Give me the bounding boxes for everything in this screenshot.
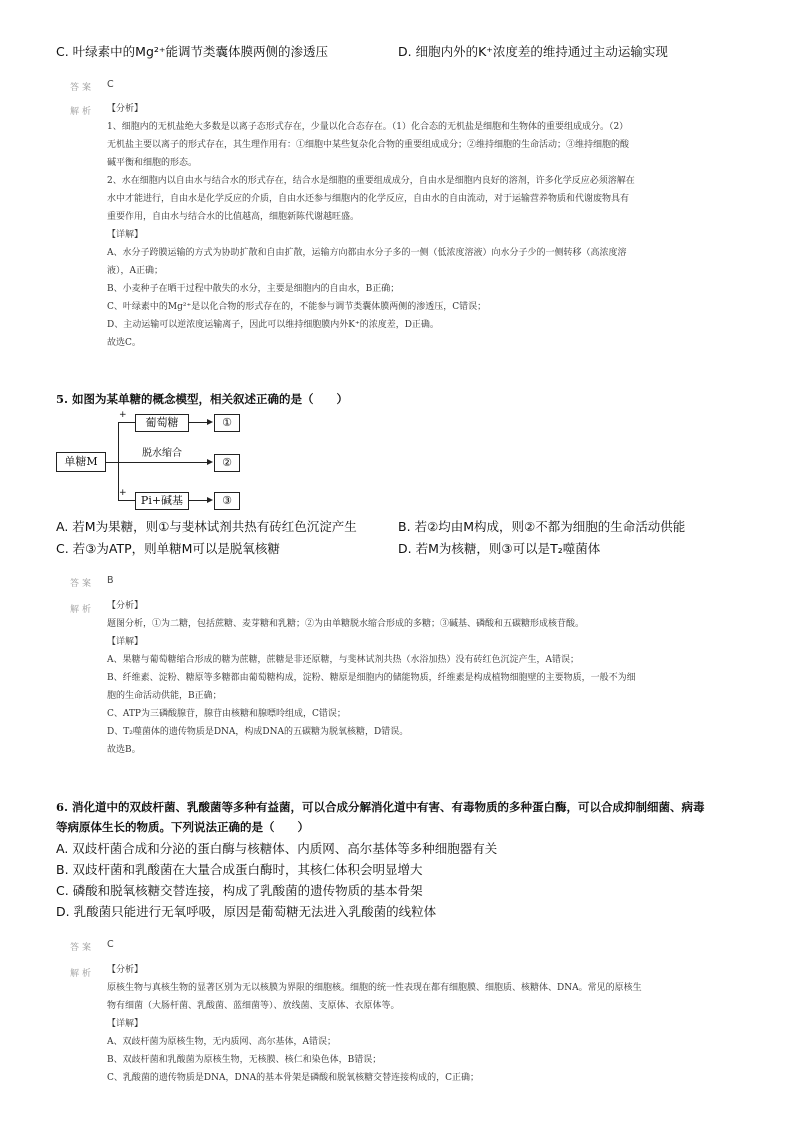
- q4-exp-line: D、主动运输可以逆浓度运输离子，因此可以维持细胞膜内外K⁺的浓度差，D正确。: [107, 320, 439, 330]
- diagram-bottom-arrow: [207, 497, 213, 503]
- q4-analysis-tag: 解析: [70, 107, 95, 117]
- diagram-plus-top: +: [119, 410, 127, 420]
- q4-exp-line: 2、水在细胞内以自由水与结合水的形式存在，结合水是细胞的重要组成成分，自由水是细胞内良好的溶剂，许多化学反应必须溶解在: [107, 176, 635, 186]
- diagram-mid-label: 脱水缩合: [142, 448, 182, 459]
- q5-exp-line: 【详解】: [107, 637, 144, 647]
- diagram-source-box: 单糖M: [56, 452, 106, 472]
- q4-answer: C: [107, 79, 114, 90]
- diagram-result-3: ③: [214, 492, 240, 510]
- q5-option-d[interactable]: D. 若M为核糖，则③可以是T₂噬菌体: [398, 541, 601, 556]
- q6-exp-line: 【分析】: [107, 965, 144, 975]
- q5-exp-line: 胞的生命活动供能，B正确；: [107, 691, 222, 701]
- diagram-result-1: ①: [214, 414, 240, 432]
- diagram-bottom-arrow-line: [189, 500, 207, 501]
- diagram-result-2: ②: [214, 454, 240, 472]
- q4-explanation: [107, 100, 727, 352]
- q6-option-c[interactable]: C. 磷酸和脱氧核糖交替连接，构成了乳酸菌的遗传物质的基本骨架: [56, 883, 423, 898]
- q5-exp-line: A、果糖与葡萄糖缩合形成的糖为蔗糖，蔗糖是非还原糖，与斐林试剂共热（水浴加热）没有砖红色沉淀产生，A错误；: [107, 655, 580, 665]
- q6-answer-tag: 答案: [70, 943, 95, 953]
- diagram-top-line: [118, 422, 135, 423]
- q4-exp-line: 1、细胞内的无机盐绝大多数是以离子态形式存在，少量以化合态存在。（1）化合态的无机盐是细胞和生物体的重要组成成分。（2）: [107, 122, 629, 132]
- q4-exp-line: 无机盐主要以离子的形式存在，其生理作用有：①细胞中某些复杂化合物的重要组成成分；②维持细胞的生命活动；③维持细胞的酸: [107, 140, 630, 150]
- q6-exp-line: 原核生物与真核生物的显著区别为无以核膜为界限的细胞核。细胞的统一性表现在都有细胞膜、细胞质、核糖体、DNA。常见的原核生: [107, 983, 642, 993]
- q4-answer-tag: 答案: [70, 83, 95, 93]
- q5-analysis-tag: 解析: [70, 605, 95, 615]
- diagram-connector-line: [106, 462, 118, 463]
- diagram-top-arrow: [207, 419, 213, 425]
- diagram-plus-bottom: +: [119, 488, 127, 498]
- q6-exp-line: 【详解】: [107, 1019, 144, 1029]
- diagram-mid-line: [118, 462, 207, 463]
- q5-title: 5. 如图为某单糖的概念模型，相关叙述正确的是（ ）: [56, 392, 349, 406]
- q6-exp-line: A、双歧杆菌为原核生物，无内质网、高尔基体，A错误；: [107, 1037, 337, 1047]
- diagram-top-box: 葡萄糖: [135, 414, 189, 432]
- q6-explanation: [107, 961, 727, 1087]
- q5-exp-line: B、纤维素、淀粉、糖原等多糖都由葡萄糖构成，淀粉、糖原是细胞内的储能物质，纤维素是构成植物细胞壁的主要物质，一般不为细: [107, 673, 636, 683]
- q4-exp-line: 液），A正确；: [107, 266, 163, 276]
- q4-exp-line: 重要作用，自由水与结合水的比值越高，细胞新陈代谢越旺盛。: [107, 212, 360, 222]
- q6-exp-line: B、双歧杆菌和乳酸菌为原核生物，无核膜、核仁和染色体，B错误；: [107, 1055, 382, 1065]
- q5-answer-tag: 答案: [70, 579, 95, 589]
- q4-exp-line: 【详解】: [107, 230, 144, 240]
- q4-exp-line: C、叶绿素中的Mg²⁺是以化合物的形式存在的，不能参与调节类囊体膜两侧的渗透压，C错误；: [107, 302, 487, 312]
- q6-option-a[interactable]: A. 双歧杆菌合成和分泌的蛋白酶与核糖体、内质网、高尔基体等多种细胞器有关: [56, 841, 498, 856]
- q5-explanation: [107, 597, 727, 759]
- q5-exp-line: D、T₂噬菌体的遗传物质是DNA，构成DNA的五碳糖为脱氧核糖，D错误。: [107, 727, 409, 737]
- q4-option-d[interactable]: D. 细胞内外的K⁺浓度差的维持通过主动运输实现: [398, 44, 668, 59]
- q5-exp-line: 题图分析，①为二糖，包括蔗糖、麦芽糖和乳糖；②为由单糖脱水缩合形成的多糖；③碱基、磷酸和五碳糖形成核苷酸。: [107, 619, 585, 629]
- q5-option-c[interactable]: C. 若③为ATP，则单糖M可以是脱氧核糖: [56, 541, 280, 556]
- q4-option-c[interactable]: C. 叶绿素中的Mg²⁺能调节类囊体膜两侧的渗透压: [56, 44, 329, 59]
- q4-exp-line: 水中才能进行，自由水是化学反应的介质，自由水还参与细胞内的化学反应，自由水的自由流动，对于运输营养物质和代谢废物具有: [107, 194, 630, 204]
- q5-diagram: [56, 412, 256, 512]
- q6-option-b[interactable]: B. 双歧杆菌和乳酸菌在大量合成蛋白酶时，其核仁体积会明显增大: [56, 862, 423, 877]
- q6-exp-line: 物有细菌（大肠杆菌、乳酸菌、蓝细菌等）、放线菌、支原体、衣原体等。: [107, 1001, 400, 1011]
- q5-exp-line: 故选B。: [107, 745, 141, 755]
- q4-exp-line: 【分析】: [107, 104, 144, 114]
- q6-option-d[interactable]: D. 乳酸菌只能进行无氧呼吸，原因是葡萄糖无法进入乳酸菌的线粒体: [56, 904, 437, 919]
- q6-answer: C: [107, 939, 114, 950]
- q5-option-b[interactable]: B. 若②均由M构成，则②不都为细胞的生命活动供能: [398, 519, 686, 534]
- q4-exp-line: A、水分子跨膜运输的方式为协助扩散和自由扩散，运输方向都由水分子多的一侧（低浓度溶液）向水分子少的一侧转移（高浓度溶: [107, 248, 627, 258]
- q5-option-a[interactable]: A. 若M为果糖，则①与斐林试剂共热有砖红色沉淀产生: [56, 519, 357, 534]
- diagram-bottom-box: Pi+碱基: [135, 492, 189, 510]
- q5-answer: B: [107, 575, 114, 586]
- q5-exp-line: 【分析】: [107, 601, 144, 611]
- diagram-mid-arrow: [207, 459, 213, 465]
- q6-exp-line: C、乳酸菌的遗传物质是DNA，DNA的基本骨架是磷酸和脱氧核糖交替连接构成的，C正确；: [107, 1073, 479, 1083]
- q4-exp-line: 故选C。: [107, 338, 141, 348]
- q6-analysis-tag: 解析: [70, 969, 95, 979]
- diagram-bottom-line: [118, 500, 135, 501]
- diagram-top-arrow-line: [189, 422, 207, 423]
- q4-exp-line: 碱平衡和细胞的形态。: [107, 158, 198, 168]
- q6-title-line-1: 6. 消化道中的双歧杆菌、乳酸菌等多种有益菌，可以合成分解消化道中有害、有毒物质的多种蛋白酶，可以合成抑制细菌、病毒: [56, 800, 705, 814]
- q6-title-line-2: 等病原体生长的物质。下列说法正确的是（ ）: [56, 820, 309, 834]
- q4-exp-line: B、小麦种子在晒干过程中散失的水分，主要是细胞内的自由水，B正确；: [107, 284, 400, 294]
- q5-exp-line: C、ATP为三磷酸腺苷，腺苷由核糖和腺嘌呤组成，C错误；: [107, 709, 346, 719]
